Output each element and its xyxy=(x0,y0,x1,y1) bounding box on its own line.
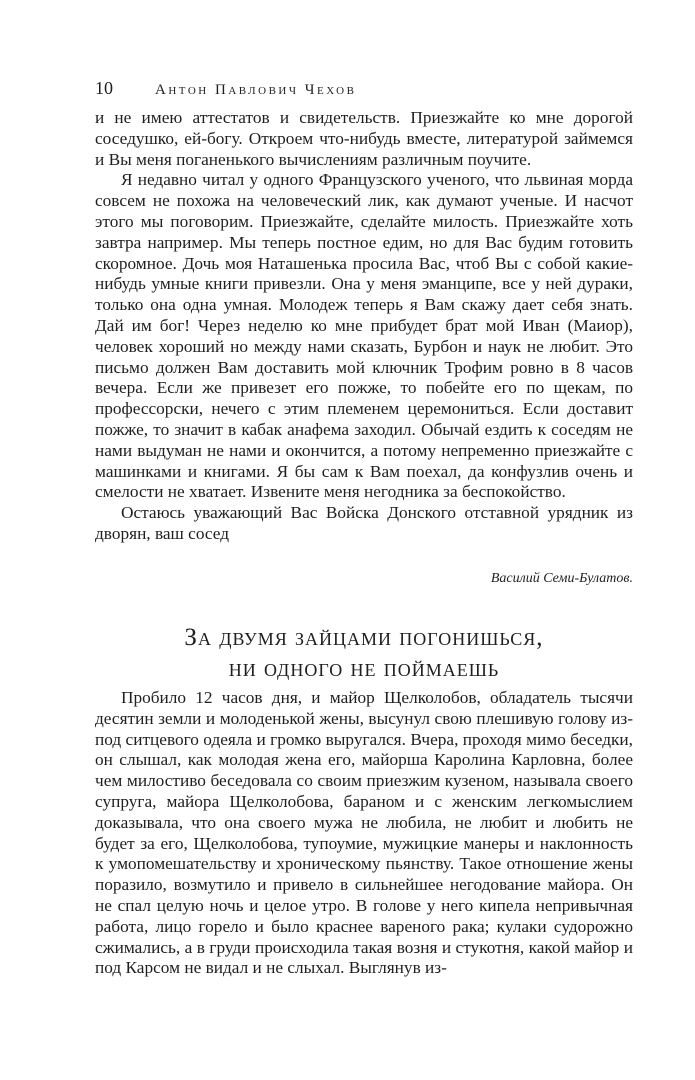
letter-paragraph-2: Я недавно читал у одного Французского ученого, что львиная морда совсем не похожа на человеческий лик, как думают ученые. И насчот этого мы поговорим. Приезжайте, сделайте милость. Приезжайте хоть завтра например. Мы теперь постное едим, но для Вас будим готовить скоромное. Дочь моя Наташенька просила Вас, чтоб Вы с собой какие-нибудь умные книги привезли. Она у меня эманципе, все у ней дураки, только она одна умная. Молодеж теперь я Вам скажу дает себя знать. Дай им бог! Через неделю ко мне прибудет брат мой Иван (Маиор), человек хороший но между нами сказать, Бурбон и наук не любит. Это письмо должен Вам доставить мой ключник Трофим ровно в 8 часов вечера. Если же привезет его пожже, то побейте его по щекам, по профессорски, нечего с этим племенем церемониться. Если доставит пожже, то значит в кабак анафема заходил. Обычай ездить к соседям не нами выдуман не нами и окончится, а потому непременно приезжайте с машинками и книгами. Я бы сам к Вам поехал, да конфузлив очень и смелости не хватает. Извените меня негодника за беспокойство. xyxy=(95,170,633,502)
story-paragraph-1: Пробило 12 часов дня, и майор Щелколобов, обладатель тысячи десятин земли и молоденькой жены, высунул свою плешивую голову из-под ситцевого одеяла и громко выругался. Вчера, проходя мимо беседки, он слышал, как молодая жена его, майорша Каролина Карловна, более чем милостиво беседовала со своим приезжим кузеном, называла своего супруга, майора Щелколобова, бараном и с женским легкомыслием доказывала, что она своего мужа не любила, не любит и любить не будет за его, Щелколобова, тупоумие, мужицкие манеры и наклонность к умопомешательству и хроническому пьянству. Такое отношение жены поразило, возмутило и привело в сильнейшее негодование майора. Он не спал целую ночь и целое утро. В голове у него кипела непривычная работа, лицо горело и было краснее вареного рака; кулаки судорожно сжимались, а в груди происходила такая возня и стукотня, какой майор и под Карсом не видал и не слыхал. Выглянув из- xyxy=(95,688,633,978)
letter-signature: Василий Семи-Булатов. xyxy=(490,571,633,586)
running-head xyxy=(95,78,635,100)
story-title xyxy=(95,622,633,684)
running-head-author: Антон Павлович Чехов xyxy=(155,82,357,98)
letter-paragraph-1: и не имею аттестатов и свидетельств. Приезжайте ко мне дорогой соседушко, ей-богу. Откроем что-нибудь вместе, литературой займемся и Вы меня поганенького вычислениям различным поучите. xyxy=(95,108,633,169)
letter-paragraph-3: Остаюсь уважающий Вас Войска Донского отставной урядник из дворян, ваш сосед xyxy=(95,503,633,543)
story-title-line-1: За двумя зайцами погонишься, xyxy=(184,624,544,651)
page-number: 10 xyxy=(95,78,113,98)
letter-text xyxy=(95,108,633,545)
story-text xyxy=(95,688,633,979)
story-title-line-2: ни одного не поймаешь xyxy=(228,655,500,682)
